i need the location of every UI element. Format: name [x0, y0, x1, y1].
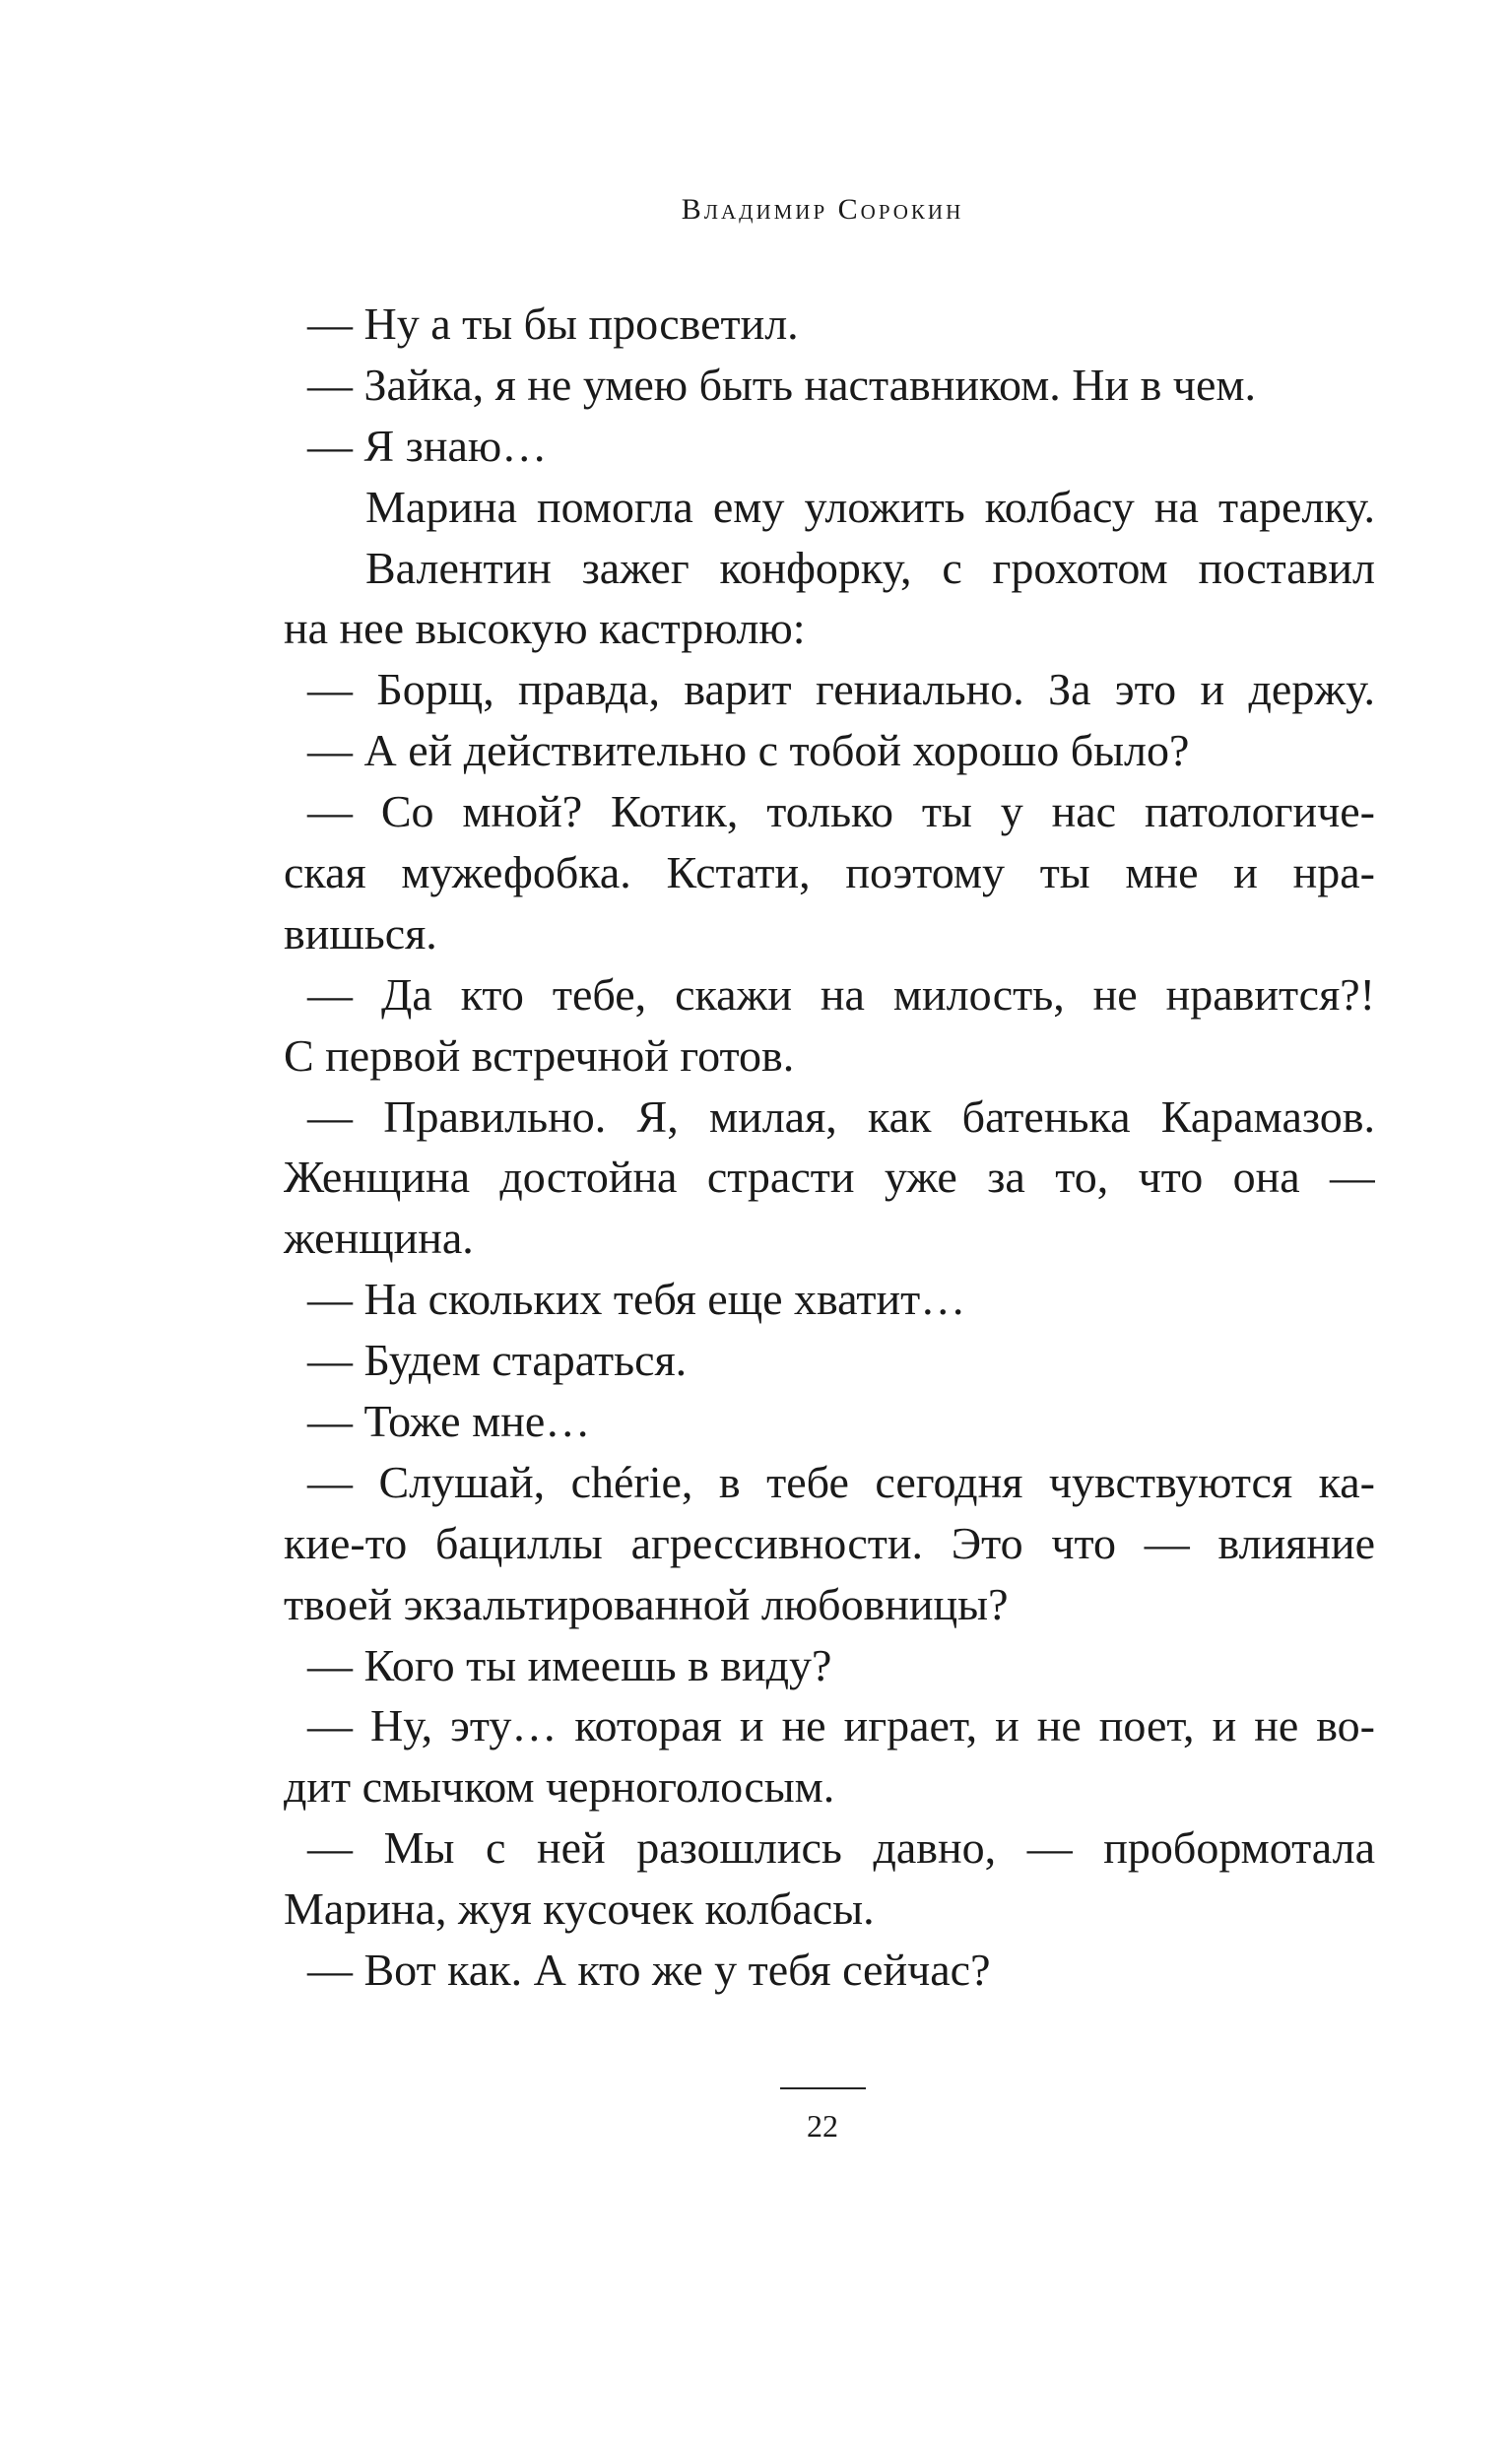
text-line: женщина.: [284, 1213, 474, 1264]
body-text: [284, 294, 1375, 2001]
text-line: — На скольких тебя еще хватит…: [307, 1274, 966, 1325]
text-line: — Тоже мне…: [307, 1396, 591, 1447]
text-line: — Я знаю…: [307, 420, 548, 471]
text-line: — Ну а ты бы просветил.: [307, 298, 799, 349]
text-line: — Кого ты имеешь в виду?: [307, 1639, 832, 1690]
text-line: ская мужефобка. Кстати, поэтому ты мне и нра-: [284, 847, 1375, 898]
text-line: — Слушай, chérie, в тебе сегодня чувствуются ка-: [307, 1456, 1375, 1507]
running-header-author: Владимир Сорокин: [681, 193, 964, 226]
text-line: дит смычком черноголосым.: [284, 1761, 835, 1813]
text-line: — А ей действительно с тобой хорошо было?: [307, 725, 1190, 776]
text-line: — Вот как. А кто же у тебя сейчас?: [307, 1945, 991, 1996]
text-line: — Да кто тебе, скажи на милость, не нравится?!: [307, 968, 1375, 1020]
text-line: — Со мной? Котик, только ты у нас патологиче-: [307, 786, 1375, 837]
text-line: — Правильно. Я, милая, как батенька Карамазов.: [307, 1090, 1375, 1142]
text-line: кие-то бациллы агрессивности. Это что — влияние: [284, 1517, 1375, 1568]
footer-rule: [780, 2087, 866, 2089]
page-number: 22: [807, 2108, 838, 2144]
text-line: Марина, жуя кусочек колбасы.: [284, 1883, 875, 1935]
text-line: — Мы с ней разошлись давно, — пробормотала: [307, 1822, 1375, 1874]
text-line: Валентин зажег конфорку, с грохотом поставил: [365, 542, 1375, 593]
text-line: — Зайка, я не умею быть наставником. Ни в чем.: [307, 359, 1256, 410]
text-line: на нее высокую кастрюлю:: [284, 603, 806, 654]
text-line: — Ну, эту… которая и не играет, и не поет, и не во-: [307, 1700, 1375, 1751]
text-line: Марина помогла ему уложить колбасу на тарелку.: [365, 481, 1375, 532]
text-line: — Борщ, правда, варит гениально. За это и держу.: [307, 664, 1375, 715]
text-line: Женщина достойна страсти уже за то, что она —: [284, 1152, 1375, 1203]
text-line: вишься.: [284, 907, 437, 958]
text-line: — Будем стараться.: [307, 1335, 688, 1386]
text-line: твоей экзальтированной любовницы?: [284, 1578, 1009, 1629]
text-line: С первой встречной готов.: [284, 1029, 795, 1081]
